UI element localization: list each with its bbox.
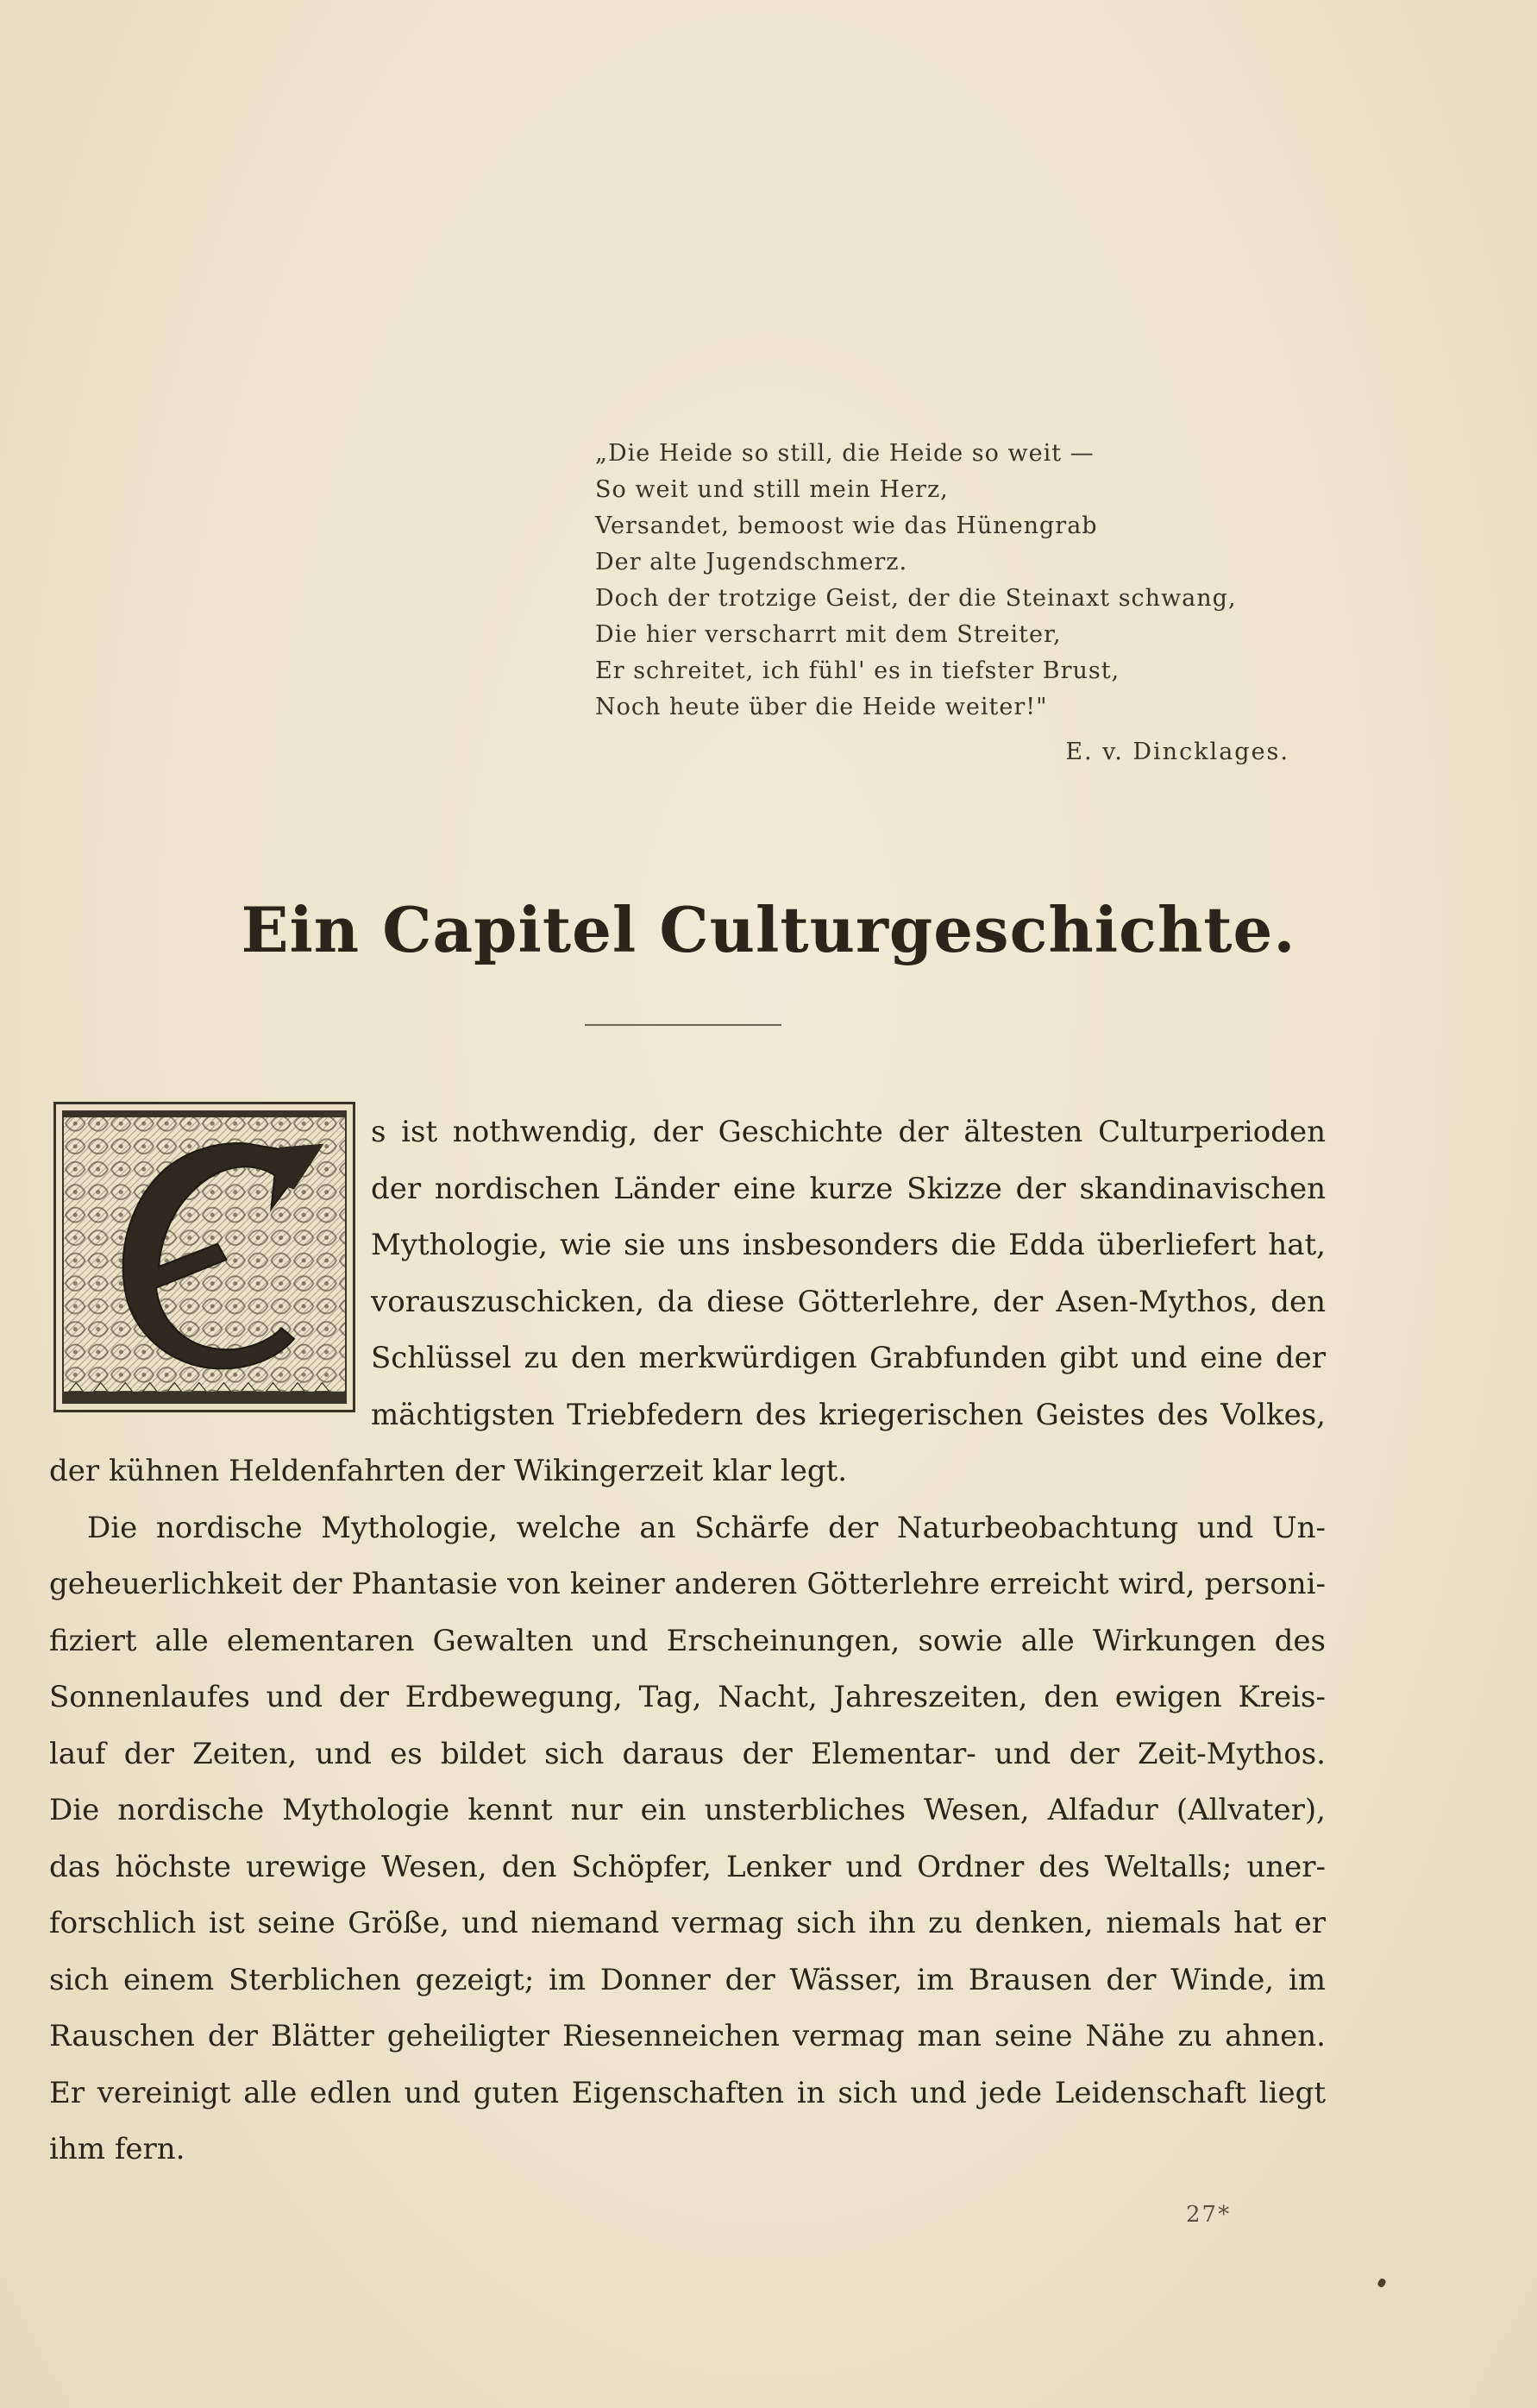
- text-line: forschlich ist seine Größe, und niemand vermag sich ihn zu denken, niemals hat er: [49, 1906, 1326, 1940]
- text-line: Die nordische Mythologie kennt nur ein unsterbliches Wesen, Alfadur (Allvater),: [49, 1793, 1326, 1827]
- text-line: s ist nothwendig, der Geschichte der ältesten Culturperioden: [371, 1115, 1326, 1149]
- text-line: Die nordische Mythologie, welche an Schärfe der Naturbeobachtung und Un-: [87, 1510, 1326, 1545]
- text-line: Sonnenlaufes und der Erdbewegung, Tag, Nacht, Jahreszeiten, den ewigen Kreis-: [49, 1680, 1326, 1714]
- text-line: fiziert alle elementaren Gewalten und Erscheinungen, sowie alle Wirkungen des: [49, 1623, 1326, 1658]
- poem-line: Der alte Jugendschmerz.: [595, 549, 908, 575]
- poem-line: Die hier verscharrt mit dem Streiter,: [595, 621, 1062, 648]
- poem-line: „Die Heide so still, die Heide so weit —: [595, 440, 1095, 467]
- chapter-title: Ein Capitel Culturgeschichte.: [241, 893, 1296, 966]
- epigraph-poem: [595, 436, 1337, 770]
- text-line: ihm fern.: [49, 2132, 185, 2166]
- text-line: Rauschen der Blätter geheiligter Riesenneichen vermag man seine Nähe zu ahnen.: [49, 2019, 1326, 2053]
- page-number: 27*: [1186, 2202, 1232, 2228]
- text-line: das höchste urewige Wesen, den Schöpfer, Lenker und Ordner des Weltalls; uner-: [49, 1849, 1326, 1884]
- text-line: lauf der Zeiten, und es bildet sich daraus der Elementar- und der Zeit-Mythos.: [49, 1736, 1326, 1771]
- text-line: geheuerlichkeit der Phantasie von keiner anderen Götterlehre erreicht wird, personi-: [49, 1567, 1326, 1601]
- poem-line: Doch der trotzige Geist, der die Steinaxt schwang,: [595, 585, 1237, 612]
- title-divider: [585, 1024, 781, 1026]
- text-line: Mythologie, wie sie uns insbesonders die Edda überliefert hat,: [371, 1228, 1326, 1262]
- text-line: Er vereinigt alle edlen und guten Eigenschaften in sich und jede Leidenschaft liegt: [49, 2075, 1326, 2110]
- text-line: mächtigsten Triebfedern des kriegerischen Geistes des Volkes,: [371, 1397, 1326, 1432]
- text-line: der nordischen Länder eine kurze Skizze der skandinavischen: [371, 1171, 1326, 1206]
- text-line: sich einem Sterblichen gezeigt; im Donner der Wässer, im Brausen der Winde, im: [49, 1962, 1326, 1997]
- poem-line: Versandet, bemoost wie das Hünengrab: [595, 512, 1098, 539]
- text-line: der kühnen Heldenfahrten der Wikingerzeit klar legt.: [49, 1454, 848, 1488]
- drop-cap-text: E: [201, 1293, 208, 1304]
- poem-attribution: E. v. Dincklages.: [1065, 739, 1289, 765]
- ink-speck: [1377, 2278, 1387, 2289]
- poem-line: Er schreitet, ich fühl' es in tiefster Brust,: [595, 657, 1120, 684]
- text-line: vorauszuschicken, da diese Götterlehre, der Asen-Mythos, den: [371, 1284, 1326, 1319]
- body-text: [49, 1104, 1326, 2179]
- poem-line: So weit und still mein Herz,: [595, 476, 949, 503]
- poem-line: Noch heute über die Heide weiter!": [595, 694, 1048, 720]
- text-line: Schlüssel zu den merkwürdigen Grabfunden gibt und eine der: [371, 1341, 1326, 1375]
